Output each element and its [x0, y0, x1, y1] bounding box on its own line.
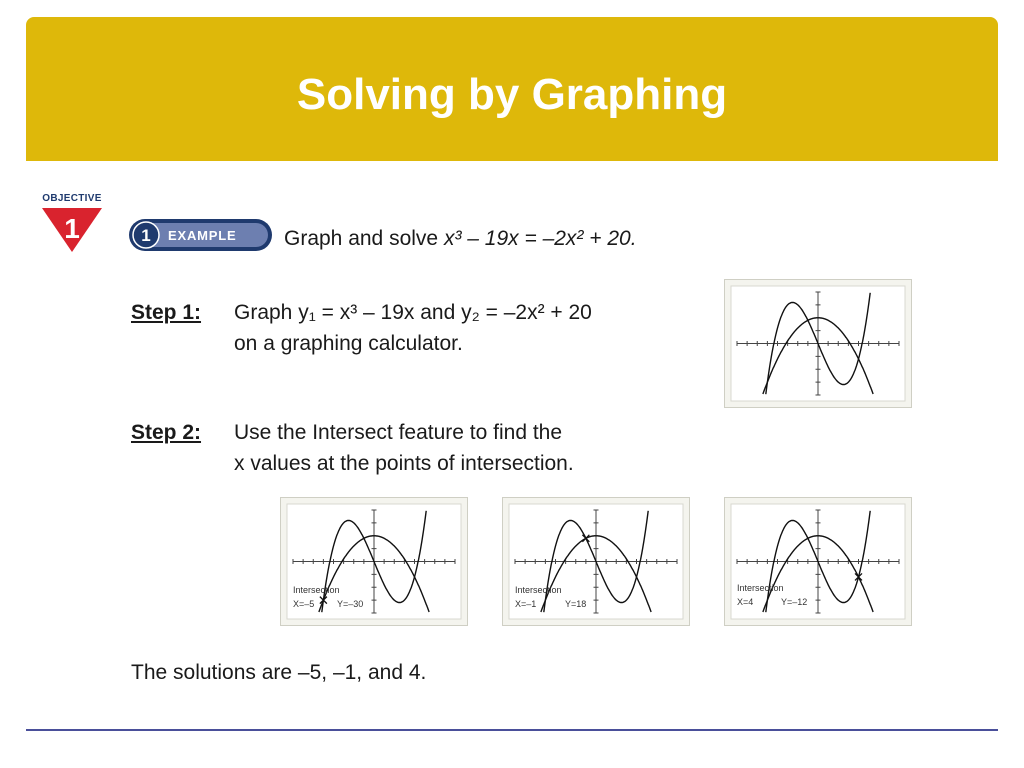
example-prompt-prefix: Graph and solve [284, 227, 444, 250]
objective-label: OBJECTIVE [42, 193, 102, 204]
intersection-1-y: Y=–30 [337, 599, 364, 609]
intersection-2-y: Y=18 [565, 599, 587, 609]
step1-label: Step 1: [131, 301, 202, 324]
intersection-1-label: Intersection [293, 585, 340, 595]
objective-number: 1 [64, 213, 80, 244]
intersection-3-y: Y=–12 [781, 597, 808, 607]
intersection-3-x: X=4 [737, 597, 754, 607]
calculator-graph-intersection-3 [724, 497, 912, 626]
intersection-3-label: Intersection [737, 583, 784, 593]
conclusion-text: The solutions are –5, –1, and 4. [131, 661, 427, 684]
step2-label: Step 2: [131, 421, 202, 444]
intersection-1-x: X=–5 [293, 599, 315, 609]
intersection-2-label: Intersection [515, 585, 562, 595]
step1-line2: on a graphing calculator. [234, 332, 463, 355]
calculator-graph-intersection-2 [502, 497, 690, 626]
objective-triangle-icon [40, 206, 104, 254]
objective-badge [34, 193, 110, 257]
graph-main-plot [725, 280, 911, 407]
example-equation: x³ – 19x = –2x² + 20. [443, 227, 637, 250]
intersection-2-x: X=–1 [515, 599, 537, 609]
example-label: EXAMPLE [168, 228, 237, 243]
step1-line1: Graph y₁ = x³ – 19x and y₂ = –2x² + 20 [234, 301, 592, 324]
example-badge [128, 218, 273, 252]
example-number: 1 [141, 226, 151, 245]
step2-line1: Use the Intersect feature to find the [234, 421, 563, 444]
footer-divider [26, 729, 998, 731]
page-title: Solving by Graphing [296, 70, 728, 119]
calculator-graph-intersection-1 [280, 497, 468, 626]
example-prompt [284, 226, 637, 252]
step2-line2: x values at the points of intersection. [234, 452, 574, 475]
calculator-graph-main [724, 279, 912, 408]
